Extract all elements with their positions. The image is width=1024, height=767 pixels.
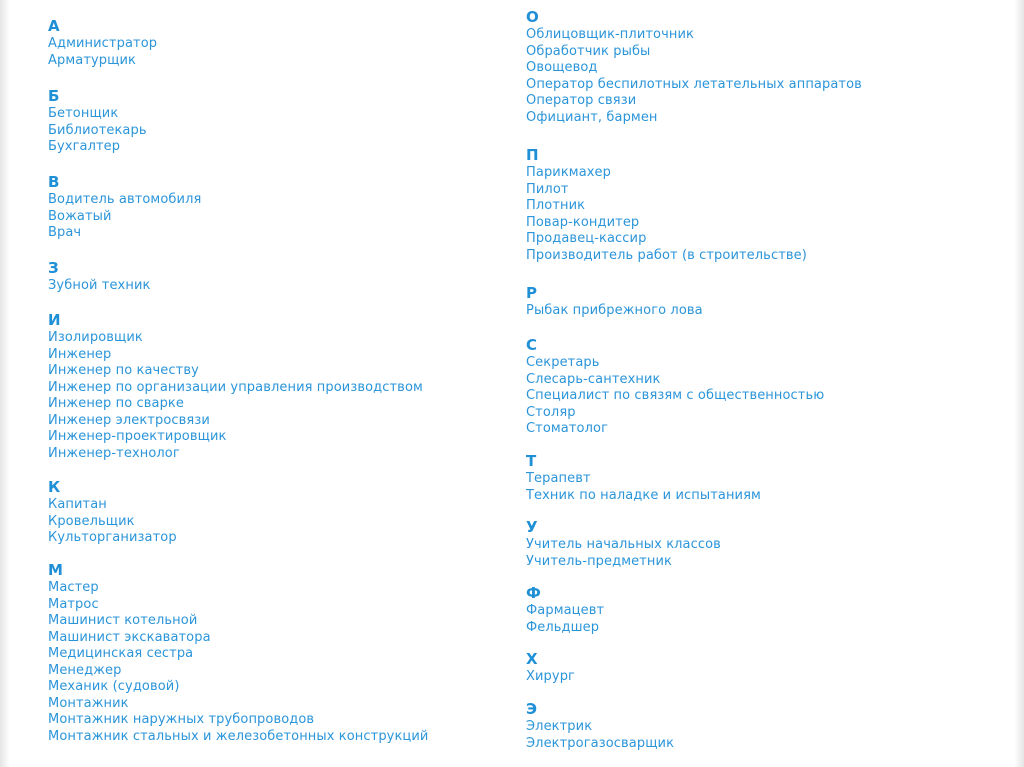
letter-section <box>526 147 807 264</box>
section-letter: А <box>48 17 60 35</box>
section-letter: Б <box>48 87 60 105</box>
profession-item: Машинист экскаватора <box>48 629 211 645</box>
letter-section <box>526 337 824 438</box>
section-letter: В <box>48 173 60 191</box>
section-letter: П <box>526 146 539 164</box>
section-letter: Ф <box>526 584 541 602</box>
profession-item: Продавец-кассир <box>526 231 647 246</box>
letter-section <box>48 312 423 462</box>
profession-item: Инженер <box>48 346 112 362</box>
profession-item: Монтажник <box>48 695 129 711</box>
profession-list <box>48 192 201 242</box>
section-letter: С <box>526 336 538 354</box>
profession-item: Электрогазосварщик <box>526 735 675 751</box>
profession-item: Инженер по организации управления производством <box>48 379 423 395</box>
profession-item: Врач <box>48 225 82 240</box>
letter-section <box>526 519 721 570</box>
profession-item: Фармацевт <box>526 603 605 618</box>
profession-list <box>526 719 674 752</box>
profession-item: Овощевод <box>526 60 598 75</box>
profession-item: Монтажник наружных трубопроводов <box>48 712 315 727</box>
letter-section <box>48 562 428 745</box>
profession-item: Механик (судовой) <box>48 679 180 694</box>
profession-item: Бетонщик <box>48 106 119 121</box>
profession-item: Учитель-предметник <box>526 553 672 569</box>
profession-item: Медицинская сестра <box>48 646 194 661</box>
profession-item: Парикмахер <box>526 165 612 180</box>
profession-item: Пилот <box>526 181 569 197</box>
profession-item: Рыбак прибрежного лова <box>526 303 703 318</box>
profession-list <box>48 497 177 547</box>
profession-item: Инженер электросвязи <box>48 412 210 428</box>
letter-section <box>526 585 604 636</box>
profession-list <box>526 471 761 504</box>
profession-list <box>48 330 423 462</box>
profession-item: Техник по наладке и испытаниям <box>526 487 761 503</box>
profession-item: Плотник <box>526 198 586 213</box>
profession-list <box>526 165 807 264</box>
profession-list <box>48 278 150 295</box>
profession-item: Инженер-проектировщик <box>48 429 227 444</box>
profession-item: Машинист котельной <box>48 613 198 628</box>
section-letter: К <box>48 478 61 496</box>
section-letter: Т <box>526 452 537 470</box>
profession-item: Специалист по связям с общественностью <box>526 388 825 403</box>
profession-item: Монтажник стальных и железобетонных конструкций <box>48 728 429 744</box>
profession-list <box>526 603 604 636</box>
profession-item: Мастер <box>48 580 99 595</box>
profession-item: Матрос <box>48 596 99 612</box>
profession-item: Обработчик рыбы <box>526 43 651 59</box>
profession-item: Облицовщик-плиточник <box>526 27 694 42</box>
profession-item: Инженер-технолог <box>48 445 180 461</box>
section-letter: М <box>48 561 63 579</box>
profession-list <box>48 36 157 69</box>
profession-item: Хирург <box>526 669 575 684</box>
profession-item: Повар-кондитер <box>526 214 640 230</box>
profession-item: Производитель работ (в строительстве) <box>526 247 807 263</box>
letter-section <box>48 479 177 547</box>
letter-section <box>48 174 201 242</box>
letter-section <box>526 9 862 126</box>
profession-item: Инженер по качеству <box>48 363 199 378</box>
section-letter: З <box>48 259 59 277</box>
profession-item: Капитан <box>48 497 107 512</box>
letter-section <box>526 285 703 320</box>
section-letter: О <box>526 8 539 26</box>
letter-section <box>526 651 575 686</box>
profession-item: Столяр <box>526 404 576 420</box>
profession-item: Слесарь-сантехник <box>526 371 661 387</box>
profession-item: Инженер по сварке <box>48 396 184 411</box>
profession-item: Водитель автомобиля <box>48 192 202 207</box>
profession-item: Учитель начальных классов <box>526 537 721 552</box>
section-letter: И <box>48 311 61 329</box>
profession-list <box>526 303 703 320</box>
section-letter: У <box>526 518 538 536</box>
profession-item: Культорганизатор <box>48 530 177 545</box>
profession-item: Секретарь <box>526 355 600 370</box>
profession-list <box>48 106 147 156</box>
profession-item: Администратор <box>48 36 158 51</box>
profession-item: Оператор связи <box>526 93 637 108</box>
profession-item: Арматурщик <box>48 52 136 68</box>
profession-item: Стоматолог <box>526 421 608 436</box>
profession-item: Менеджер <box>48 662 122 678</box>
profession-list <box>526 537 721 570</box>
profession-item: Электрик <box>526 719 593 734</box>
profession-list <box>526 669 575 686</box>
profession-item: Фельдшер <box>526 619 600 635</box>
profession-item: Кровельщик <box>48 513 135 529</box>
letter-section <box>48 260 150 295</box>
profession-item: Вожатый <box>48 208 112 224</box>
profession-item: Библиотекарь <box>48 122 147 138</box>
letter-section <box>526 701 674 752</box>
profession-item: Официант, бармен <box>526 109 658 125</box>
profession-item: Зубной техник <box>48 278 151 293</box>
profession-list <box>48 580 428 745</box>
profession-item: Бухгалтер <box>48 139 121 154</box>
letter-section <box>526 453 761 504</box>
section-letter: Х <box>526 650 538 668</box>
profession-item: Оператор беспилотных летательных аппаратов <box>526 76 862 92</box>
section-letter: Р <box>526 284 537 302</box>
profession-item: Изолировщик <box>48 330 143 345</box>
letter-section <box>48 18 157 69</box>
section-letter: Э <box>526 700 538 718</box>
profession-list <box>526 27 862 126</box>
profession-list <box>526 355 824 438</box>
letter-section <box>48 88 147 156</box>
profession-item: Терапевт <box>526 471 591 486</box>
